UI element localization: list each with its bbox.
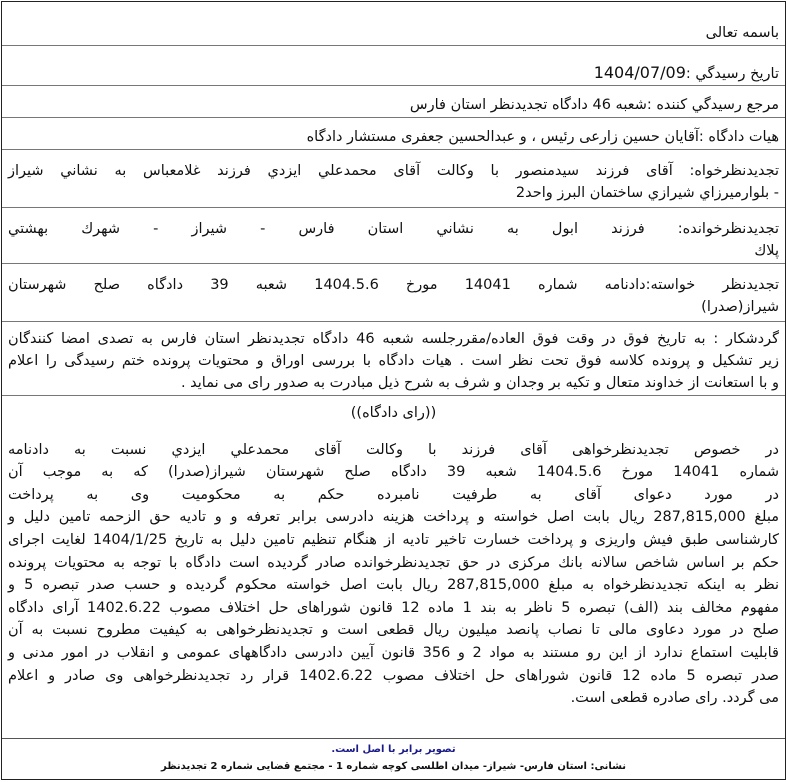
basmala: باسمه تعالی (705, 25, 779, 41)
verdict-line: قابليت استماع ندارد از اين رو مستند به مواد 2 و 356 قانون آيين دادرسى دادگاههاى عمومى و انقلاب در امور مدنى و (8, 644, 779, 661)
reference: مرجع رسيدگي كننده :شعبه 46 دادگاه تجديدنظر استان فارس (409, 97, 779, 113)
report-line-1: گردشكار : به تاريخ فوق در وقت فوق العاده/مقررجلسه شعبه 46 دادگاه تجديدنظر استان فارس به تصدى امضا كنندگان (8, 331, 779, 347)
basmala-row (2, 2, 785, 46)
panel-row (2, 118, 785, 150)
reference-row (2, 86, 785, 118)
verdict-line: صلح در مورد دعاوى مالى تا نصاب پانصد ميليون ريال قطعى است و تجديدنظرخواهى به كيفيت مطروح نسبت به آن (8, 622, 779, 639)
receipt-date-row (2, 46, 785, 86)
report-row (2, 322, 785, 396)
certified-copy-note: تصوير برابر با اصل است. (331, 744, 456, 755)
verdict-line: در مورد دعواى آقاى به طرفيت نامبرده حكم به محكوميت وى به پرداخت (8, 486, 779, 503)
verdict-title: ((راى دادگاه)) (350, 405, 437, 421)
receipt-date-label: تاريخ رسيدگي : (685, 66, 779, 82)
verdict-line: مى گردد. راى صادره قطعى است. (570, 690, 779, 707)
panel: هيات دادگاه :آقايان حسين زارعى رئيس ، و عبدالحسين جعفرى مستشار دادگاه (306, 129, 779, 145)
appellee-row (2, 208, 785, 264)
appeal-subject-line-1: تجديدنظر خواسته:دادنامه شماره 14041 مورخ 1404.5.6 شعبه 39 دادگاه صلح شهرستان (8, 277, 779, 293)
appellant-line-1: تجديدنظرخواه: آقای فرزند سیدمنصور با وكالت آقاى محمدعلي ايزدي فرزند غلامعباس به نشاني شيراز (8, 163, 779, 179)
verdict-line: نظر به اينكه تجديدنظرخواه به مبلغ 287,815,000 ريال بابت اصل خواسته محكوم گرديده و حسب صدر تبصره 5 و (8, 577, 779, 594)
appeal-subject-line-2: شيراز(صدرا) (701, 299, 779, 315)
verdict-line: در خصوص تجديدنظرخواهى آقاى فرزند با وكالت آقاى محمدعلي ايزدي نسبت به دادنامه (8, 441, 779, 458)
verdict-line: كارشناسى طبق فيش واريزى و پرداخت خسارت تاخير تاديه از هنگام تنظيم تامين دليل به تاريخ 1404/1/25 لغايت اجراى (8, 531, 779, 548)
court-document (1, 1, 786, 780)
appellant-row (2, 150, 785, 208)
verdict-line: حكم بر اساس شاخص سالانه بانك مركزى در حق تجديدنظرخوانده صادر گرديده است دادگاه با توجه به محتويات پرونده (8, 554, 779, 571)
verdict-line: مفهوم مخالف بند (الف) تبصره 5 ناظر به بند 1 ماده 12 قانون شوراهاى حل اختلاف مصوب 1402.6.22 آراى دادگاه (8, 599, 779, 616)
appeal-subject-row (2, 264, 785, 322)
footer (2, 738, 785, 779)
appellant-line-2: - بلوارميرزاي شيرازي ساختمان البرز واحد2 (515, 185, 779, 201)
verdict-line: شماره 14041 مورخ 1404.5.6 شعبه 39 دادگاه صلح شهرستان شيراز(صدرا) كه به موجب آن (8, 464, 779, 481)
report-line-3: و با استعانت از خداوند متعال و تكيه بر وجدان و شرف به شرح ذيل مبادرت به صدور راى مى نمايد . (180, 375, 779, 391)
footer-address: نشانى: استان فارس- شيراز- ميدان اطلسى كوچه شماره 1 - مجتمع قضايى شماره 2 تجديدنظر (160, 761, 627, 772)
appellee-line-1: تجديدنظرخوانده: فرزند ابول به نشاني استان فارس - شيراز - شهرك بهشتي (8, 221, 779, 237)
appellee-line-2: پلاك (754, 243, 779, 259)
verdict-line: مبلغ 287,815,000 ريال بابت اصل خواسته و پرداخت هزينه دادرسى برابر تعرفه و و تاديه حق الزحمه تامين دليل و (8, 509, 779, 526)
verdict-section (2, 396, 785, 732)
verdict-line: صدر تبصره 5 ماده 12 قانون شوراهاى حل اختلاف مصوب 1402.6.22 قرار رد تجديدنظرخواهى وى صادر و اعلام (8, 667, 779, 684)
receipt-date: 1404/07/09 (593, 63, 686, 82)
report-line-2: زير تشكيل و پرونده كلاسه فوق تحت نظر است . هيات دادگاه با بررسى اوراق و محتويات پرونده ختم رسيدگى را اعلام (8, 353, 779, 369)
